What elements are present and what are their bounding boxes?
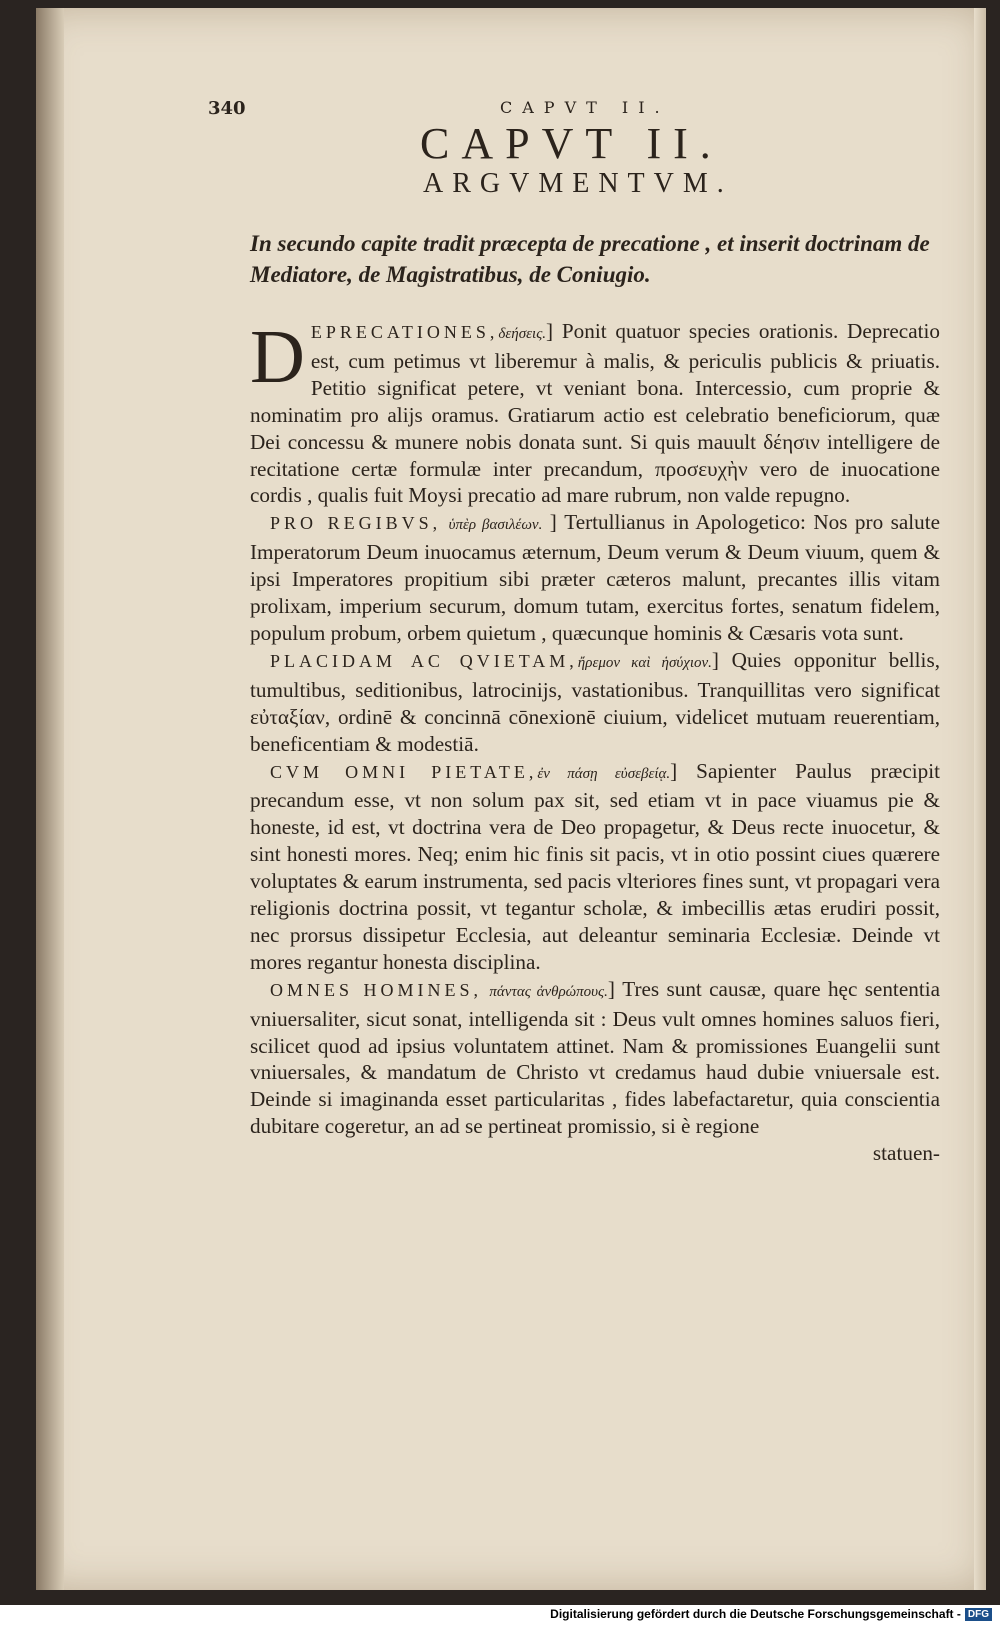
greek-gloss: δεήσεις. [498,326,547,342]
digitization-footer [550,1605,992,1623]
lemma: EPRECATIONES, [310,322,499,342]
lemma: OMNES HOMINES, [270,979,483,1000]
page-gutter [36,8,64,1590]
paragraph-placidam [250,647,940,758]
lemma: CVM OMNI PIETATE, [270,761,538,782]
greek-gloss: ὑπὲρ βασιλέων. [448,517,543,534]
paragraph-text: ] Ponit quatuor species orationis. Deprecatio est, cum petimus vt liberemur à malis, & periculis publicis & priuatis. Petitio significat petere, vt veniant bona. Intercessio, cum proprie & nominatim pro alijs oramus. Gratiarum actio est celebratio beneficiorum, quæ Dei concessu & munere nobis donata sunt. Si quis mauult δέησιν intelligere de recitatione certæ formulæ inter precandum, προσευχὴν vero de inuocatione cordis , qualis fuit Moysi precatio ad mare rubrum, non valde repugno. [250,319,940,508]
paragraph-text: ] Sapienter Paulus præcipit precandum esse, vt non solum pax sit, sed etiam vt in pace viuamus pie & honeste, id est, vt doctrina vera de Deo propagetur, & Deus recte inuocetur, & sint honesti mores. Neq; enim hic finis sit pacis, vt in otio possint ciues quærere voluptates & earum instrumenta, sed pacis vlteriores fines sunt, vt propagari vera religionis doctrina possit, vt tegantur scholæ, & imbecillis ætas erudiri possit, nec prorsus dissipetur Ecclesia, aut deleantur seminaria Ecclesiæ. Deinde vt mores regantur honesta disciplina. [250,758,940,974]
greek-gloss: ἤρεμον καὶ ἡσύχιον. [577,654,712,671]
paragraph-deprecationes [250,315,940,509]
catchword: statuen- [872,1141,940,1166]
page-number: 340 [208,98,246,119]
drop-cap: D [250,315,305,399]
chapter-title: CAPVT II. [420,119,723,168]
page-edge [974,8,986,1590]
chapter-summary: In secundo capite tradit præcepta de precatione , et inserit doctrinam de Mediatore, de Magistratibus, de Coniugio. [250,231,930,287]
paragraph-text: ] Quies opponitur bellis, tumultibus, seditionibus, latrocinijs, vastationibus. Tranquillitas vero significat εὐταξίαν, ordinē & concinnā cōnexionē ciuium, videlicet mutuam reuerentiam, beneficentiam & modestiā. [250,647,940,756]
paragraph-text: ] Tertullianus in Apologetico: Nos pro salute Imperatorum Deum inuocamus æternum, Deum verum & Deum viuum, quem & ipsi Imperatores propitium sibi præter cæteros malunt, precantes illis vitam prolixam, imperium securum, domum tutam, exercitus fortes, senatum fidelem, populum probum, orbem quietum , quæcunque hominis & Cæsaris vota sunt. [250,510,941,645]
commentary-body [250,315,941,1167]
funding-credit: Digitalisierung gefördert durch die Deutsche Forschungsgemeinschaft - [550,1607,961,1621]
greek-gloss: πάντας ἀνθρώπους. [489,983,608,1000]
greek-gloss: ἐν πάσῃ εὐσεβείᾳ. [537,765,671,782]
dfg-logo: DFG [965,1608,992,1621]
paragraph-text: ] Tres sunt causæ, quare hęc sententia vniuersaliter, sicut sonat, intelligenda sit : Deus vult omnes homines saluos fieri, scilicet quod ad ipsius voluntatem attinet. Nam & promissiones Euangelii sunt vniuersales, & mandatum de Christo vt credamus haud dubie vniuersale est. Deinde si imaginanda esset particularitas , fides labefactaretur, quia conscientia dubitare cogeretur, an ad se pertineat promissio, si è regione [250,976,940,1139]
lemma: PLACIDAM AC QVIETAM, [270,650,578,671]
paragraph-cum-omni-pietate [250,758,940,976]
argument-heading: ARGVMENTVM. [423,168,733,199]
paragraph-omnes-homines [250,976,940,1140]
lemma: PRO REGIBVS, [270,513,442,534]
running-head: CAPVT II. [500,98,670,117]
paragraph-pro-regibus [250,509,940,647]
